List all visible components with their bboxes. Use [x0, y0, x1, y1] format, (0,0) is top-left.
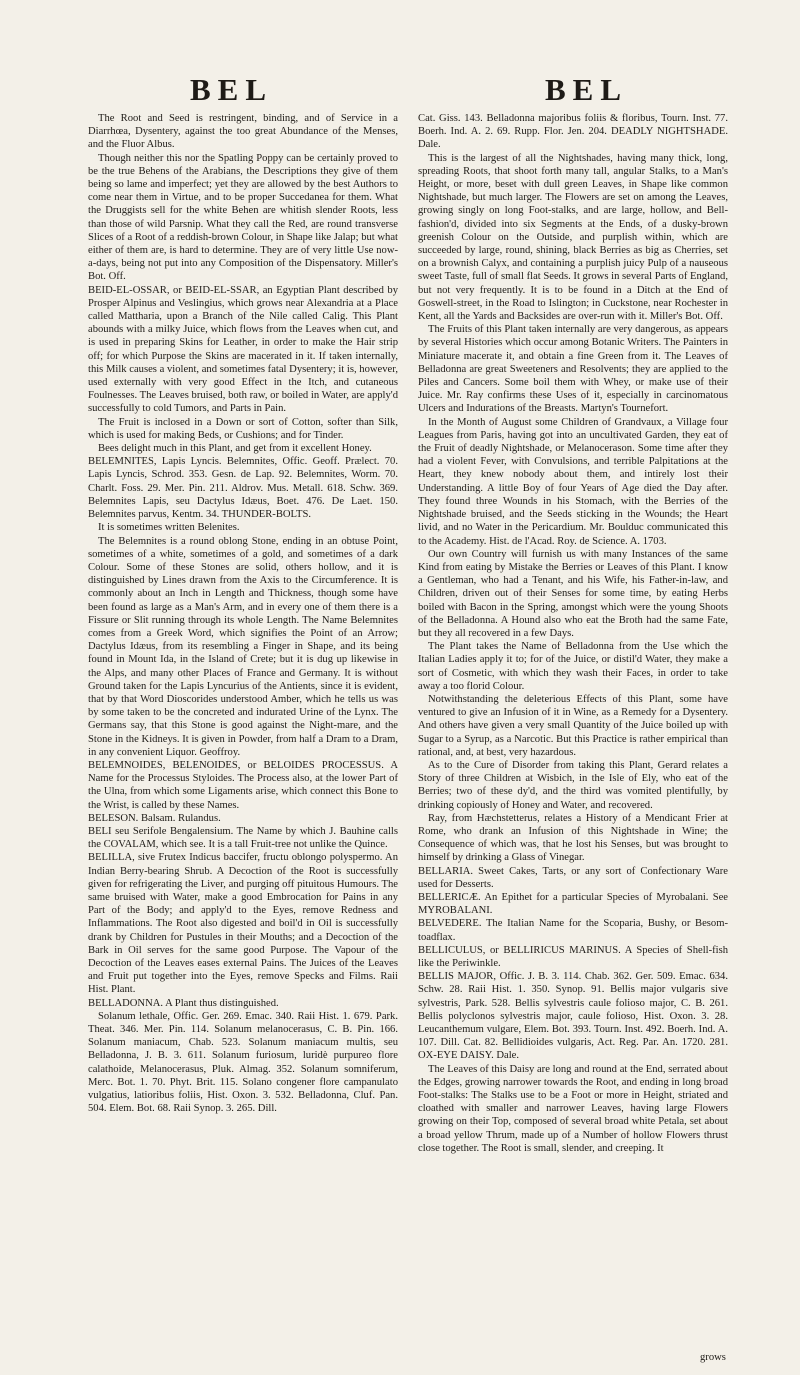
paragraph: The Fruits of this Plant taken internally are very dangerous, as appears by several Histories which occur among Botanic Writers. The Painters in Miniature macerate it, and obtain a fine Green from it. The Leaves of Belladonna are great Sweeteners and Resolvents; they are applied to the Piles and Cancers. Some boil them with Whey, or make use of their Juice. Mr. Ray confirms these Uses of it, especially in carcinomatous Ulcers and Indurations of the Breasts. Martyn's Tournefort.: [418, 324, 728, 415]
paragraph: This is the largest of all the Nightshades, having many thick, long, spreading Roots, that shoot forth many tall, angular Stalks, to a Man's Height, or more, beset with dull green Leaves, in Shape like common Nightshade, but much larger. The Flowers are set on among the Leaves, growing singly on long Foot-stalks, and are large, hollow, and Bell-fashion'd, divided into six Segments at the Ends, of a dusky-brown greenish Colour on the Outside, and purplish within, which are succeeded by large, round, shining, black Berries as big as Cherries, set on a brownish Calyx, and containing a purplish juicy Pulp of a nauseous sweet Taste, full of small flat Seeds. It grows in several Parts of England, but not very frequently. It is to be found in a Ditch at the End of Goswell-street, in the Road to Islington; in Cuckstone, near Rochester in Kent, all the Yards and Backsides are over-run with it. Miller's Bot. Off.: [418, 152, 728, 323]
catchword: grows: [700, 1352, 726, 1363]
left-column: [88, 112, 398, 1362]
paragraph: Notwithstanding the deleterious Effects of this Plant, some have ventured to give an Infusion of it in Wine, as a Remedy for a Dysentery. And others have given a very small Quantity of the Juice boiled up with Sugar to a Syrup, as a Narcotic. But this Practice is rather empirical than rational, and, at best, very hazardous.: [418, 693, 728, 758]
entry-bellericae: BELLERICÆ. An Epithet for a particular Species of Myrobalani. See MYROBALANI.: [418, 891, 728, 917]
paragraph: The Belemnites is a round oblong Stone, ending in an obtuse Point, sometimes of a white, sometimes of a gold, and sometimes of a dark Colour. Some of these Stones are solid, others hollow, and it is distinguished by Lines drawn from the Axis to the Circumference. It is commonly about an Inch in Length and Thickness, though some have been found as large as a Man's Arm, and in every one of them there is a Fissure or Slit running through its whole Length. The Name Belemnites comes from a Greek Word, which signifies the Point of an Arrow; Dactylus Idæus, from its resembling a Finger in Shape, and its being found in Mount Ida, in the Island of Crete; but it is dug up likewise in the Alps, and many other Places of France and Germany. It is without Ground taken for the Lapis Lyncurius of the Antients, since it is evident, that by that Word Dioscorides understood Amber, which he tells us was by some taken to be the concreted and indurated Urine of the Lynx. The Germans say, that this Stone is good against the Night-mare, and the Stone in the Kidneys. It is given in Powder, from half a Dram to a Dram, in any convenient Liquor. Geoffroy.: [88, 535, 398, 758]
paragraph: Though neither this nor the Spatling Poppy can be certainly proved to be the true Behens of the Arabians, the Descriptions they give of them being so lame and imperfect; yet they are allowed by the best Authors to come near them in Virtue, and to be proper Succedanea for them. What the Druggists sell for the white Behen are whitish slender Roots, less than those of wild Parsnip. What they call the Red, are round transverse Slices of a Root of a reddish-brown Colour, in Shape like Jalap; but what either of them are, is hard to determine. They are of very little Use now-a-days, being not put into any Composition of the Dispensatory. Miller's Bot. Off.: [88, 152, 398, 283]
entry-belilla: BELILLA, sive Frutex Indicus baccifer, fructu oblongo polyspermo. An Indian Berry-bearing Shrub. A Decoction of the Root is successfully given for refrigerating the Liver, and purging off pituitous Humours. The same bruised with Water, make a good Embrocation for Pains in any Part of the Body; and apply'd to the Eyes, remove Redness and Inflammations. The Root also digested and boil'd in Oil is successfully drank by Children for Pustules in their Mouths; and a Decoction of the Bark in Oil serves for the same good Purpose. The Vapour of the Decoction of the Leaves eases external Pains. The Juices of the Leaves and Fruit put together into the Eyes, remove Specks and Films. Raii Hist. Plant.: [88, 852, 398, 996]
paragraph: Bees delight much in this Plant, and get from it excellent Honey.: [98, 443, 372, 455]
paragraph: Cat. Giss. 143. Belladonna majoribus foliis & floribus, Tourn. Inst. 77. Boerh. Ind. A. 2. 69. Rupp. Flor. Jen. 204. DEADLY NIGHTSHADE. Dale.: [418, 113, 728, 151]
paragraph: The Plant takes the Name of Belladonna from the Use which the Italian Ladies apply it to; for of the Juice, or distil'd Water, they make a sort of Cosmetic, with which they wash their Faces, in order to take away a too florid Colour.: [418, 641, 728, 692]
paragraph: The Root and Seed is restringent, binding, and of Service in a Diarrhœa, Dysentery, against the too great Abundance of the Menses, and the Fluor Albus.: [88, 113, 398, 151]
entry-beli: BELI seu Serifole Bengalensium. The Name by which J. Bauhine calls the COVALAM, which see. It is a tall Fruit-tree not unlike the Quince.: [88, 825, 398, 851]
paragraph: As to the Cure of Disorder from taking this Plant, Gerard relates a Story of three Children at Wisbich, in the Isle of Ely, who eat of the Berries; two of these dy'd, and the third was vomited plentifully, by drinking copiously of Honey and Water, and recovered.: [418, 759, 728, 811]
entry-bellaria: BELLARIA. Sweet Cakes, Tarts, or any sort of Confectionary Ware used for Desserts.: [418, 865, 728, 890]
paragraph: Solanum lethale, Offic. Ger. 269. Emac. 340. Raii Hist. 1. 679. Park. Theat. 346. Mer. Pin. 114. Solanum melanocerasus, C. B. Pin. 166. Solanum maniacum, Chab. 523. Solanum maniacum multis, seu Belladonna, J. B. 3. 611. Solanum furiosum, luridè purpureo flore calathoide, Melanocerasus, Pluk. Almag. 352. Solanum somniferum, Merc. Bot. 1. 70. Phyt. Brit. 115. Solano congener flore campanulato vulgatius, latioribus foliis, Hist. Oxon. 3. 532. Belladonna, Cluf. Pan. 504. Elem. Bot. 68. Raii Synop. 3. 265. Dill.: [88, 1010, 398, 1115]
paragraph: The Leaves of this Daisy are long and round at the End, serrated about the Edges, growing narrower towards the Root, and ending in long broad Foot-stalks: The Stalks use to be a Foot or more in Height, striated and cloathed with smaller and narrower Leaves, having large Flowers growing on their Top, composed of several broad white Petala, set about a broad yellow Thrum, made up of a Number of hollow Flowers thrust close together. The Root is small, slender, and creeping. It: [418, 1063, 728, 1154]
paragraph: Our own Country will furnish us with many Instances of the same Kind from eating by Mistake the Berries or Leaves of this Plant. I know a Gentleman, who had a Tenant, and his Wife, his Father-in-law, and Children, driven out of their Senses for some time, by eating Herbs boiled with Bacon in the Spring, amongst which were the young Shoots of the Belladonna. A Hound also who eat the Broth had the same Fate, but they all recovered in a few Days.: [418, 548, 728, 639]
running-head-left: BEL: [190, 72, 274, 107]
paragraph: In the Month of August some Children of Grandvaux, a Village four Leagues from Paris, having got into an uncultivated Garden, they eat of the Fruit of deadly Nightshade, or Melanocerason. Some time after they had a violent Fever, with Convulsions, and terrible Palpitations at the Heart, they knew nobody about them, and intirely lost their Understanding. A little Boy of four Years of Age died the Day after. They found three Wounds in his Stomach, with the Berries of the Nightshade bruised, and the Seeds sticking in the Wounds; the Heart livid, and no Water in the Pericardium. Mr. Boulduc communicated this to the Academy. Hist. de l'Acad. Roy. de Science. A. 1703.: [418, 416, 728, 547]
right-column: [418, 112, 728, 1362]
running-head-right: BEL: [545, 72, 629, 107]
entry-bellis-major: BELLIS MAJOR, Offic. J. B. 3. 114. Chab. 362. Ger. 509. Emac. 634. Schw. 28. Raii Hist. 1. 350. Synop. 91. Bellis major vulgaris sive sylvestris, Park. 528. Bellis sylvestris caule folioso major, C. B. 261. Bellis polyclonos sylvestris major, caule folioso, Hist. Oxon. 3. 28. Leucanthemum vulgare, Elem. Bot. 393. Tourn. Inst. 492. Boerh. Ind. A. 107. Dill. Cat. 82. Bellidioides vulgaris, Act. Reg. Par. An. 1720. 281. OX-EYE DAISY. Dale.: [418, 971, 728, 1062]
entry-belliculus: BELLICULUS, or BELLIRICUS MARINUS. A Species of Shell-fish like the Periwinkle.: [418, 944, 728, 969]
entry-beleson: BELESON. Balsam. Rulandus.: [88, 812, 221, 824]
entry-belemnoides: BELEMNOIDES, BELENOIDES, or BELOIDES PROCESSUS. A Name for the Processus Styloides. The Process also, at the lower Part of the Ulna, from which some Ligaments arise, which connect this Bone to the Wrist, is called by these Names.: [88, 759, 398, 811]
paragraph: It is sometimes written Belenites.: [98, 522, 240, 534]
entry-beid-el-ossar: BEID-EL-OSSAR, or BEID-EL-SSAR, an Egyptian Plant described by Prosper Alpinus and Veslingius, which grows near Alexandria at a Place called Mattharia, upon a Branch of the Nile called Calig. This Plant abounds with a milky Juice, which flows from the Leaves when cut, and is used in preparing Skins for Leather, in order to make the Hair strip off; for which Purpose the Skins are macerated in it. If taken internally, this Milk causes a violent, and sometimes fatal Dysentery; it is, however, used externally with very good Effect in the Itch, and cutaneous Foulnesses. The Leaves bruised, both raw, or boiled in Water, are apply'd successfully to cold Tumors, and Parts in Pain.: [88, 284, 398, 415]
paragraph: The Fruit is inclosed in a Down or sort of Cotton, softer than Silk, which is used for making Beds, or Cushions; and for Tinder.: [88, 416, 398, 441]
entry-belvedere: BELVEDERE. The Italian Name for the Scoparia, Bushy, or Besom-toadflax.: [418, 918, 728, 943]
entry-belladonna: BELLADONNA. A Plant thus distinguished.: [88, 997, 279, 1009]
paragraph: Ray, from Hæchstetterus, relates a History of a Mendicant Frier at Rome, who drank an Infusion of this Nightshade in Wine; the Consequence of which was, that he lost his Senses, but was brought to himself by drinking a Glass of Vinegar.: [418, 812, 728, 864]
entry-belemnites: BELEMNITES, Lapis Lyncis. Belemnites, Offic. Geoff. Prælect. 70. Lapis Lyncis, Schrod. 353. Gesn. de Lap. 92. Belemnites, Worm. 70. Charlt. Foss. 29. Mer. Pin. 211. Aldrov. Mus. Metall. 618. Schw. 369. Belemnites Lapis, seu Dactylus Idæus, Boet. 476. De Laet. 150. Belemnites parvus, Kentm. 34. THUNDER-BOLTS.: [88, 456, 398, 521]
